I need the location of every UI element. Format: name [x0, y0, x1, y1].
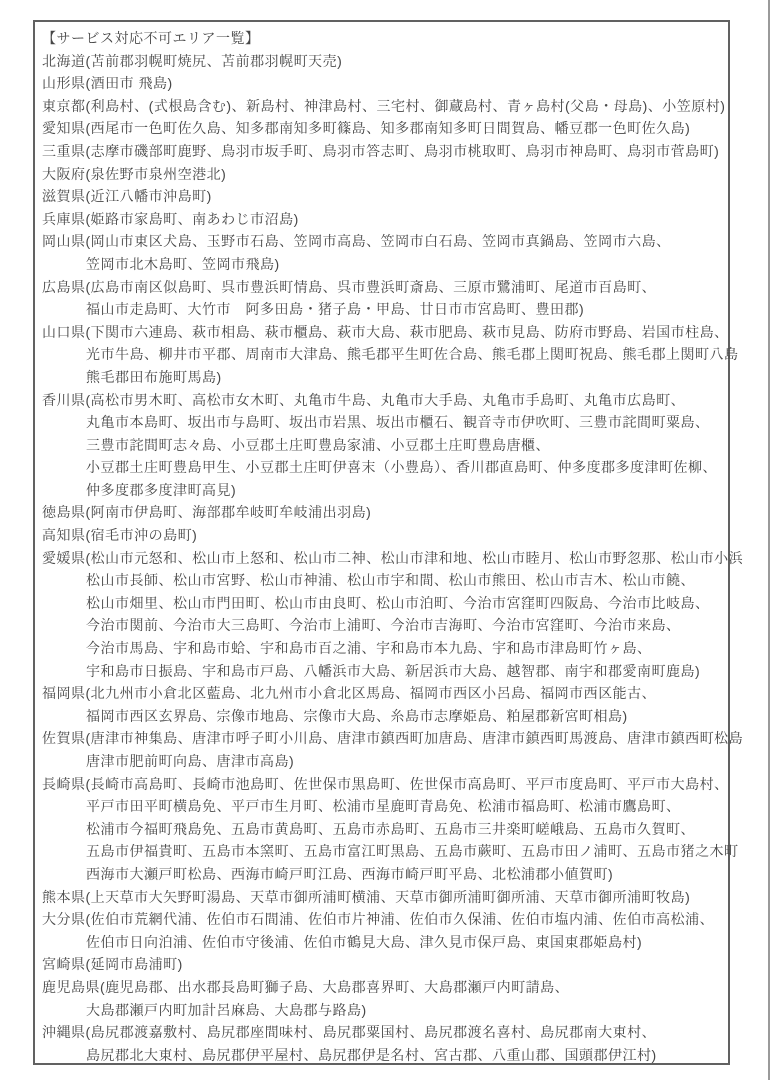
page-edge-divider — [768, 0, 770, 1080]
area-line: 佐賀県(唐津市神集島、唐津市呼子町小川島、唐津市鎮西町加唐島、唐津市鎮西町馬渡島、唐津市鎮西町松島 — [42, 730, 744, 747]
area-line: 香川県(高松市男木町、高松市女木町、丸亀市牛島、丸亀市大手島、丸亀市手島町、丸亀市広島町、 — [42, 391, 686, 408]
area-line-continuation: 松山市長師、松山市宮野、松山市神浦、松山市宇和間、松山市熊田、松山市吉木、松山市饒、 — [86, 572, 695, 589]
area-line-continuation: 西海市大瀬戸町松島、西海市崎戸町江島、西海市崎戸町平島、北松浦郡小値賀町) — [86, 865, 614, 882]
area-line: 鹿児島県(鹿児島郡、出水郡長島町獅子島、大島郡喜界町、大島郡瀬戸内町請島、 — [42, 978, 570, 995]
area-line-continuation: 仲多度郡多度津町高見) — [86, 481, 237, 498]
area-line-continuation: 松浦市今福町飛島免、五島市黄島町、五島市赤島町、五島市三井楽町嵯峨島、五島市久賀町、 — [86, 820, 695, 837]
area-line-continuation: 大島郡瀬戸内町加計呂麻島、大島郡与路島) — [86, 1001, 367, 1018]
area-line: 高知県(宿毛市沖の島町) — [42, 527, 198, 544]
area-line: 愛媛県(松山市元怒和、松山市上怒和、松山市二神、松山市津和地、松山市睦月、松山市野忽那、松山市小浜 — [42, 549, 744, 566]
area-line: 広島県(広島市南区似島町、呉市豊浜町情島、呉市豊浜町斎島、三原市鷺浦町、尾道市百島町、 — [42, 278, 657, 295]
area-line: 大阪府(泉佐野市泉州空港北) — [42, 165, 227, 182]
area-line-continuation: 松山市畑里、松山市門田町、松山市由良町、松山市泊町、今治市宮窪町四阪島、今治市比岐島、 — [86, 594, 710, 611]
area-line: 愛知県(西尾市一色町佐久島、知多郡南知多町篠島、知多郡南知多町日間賀島、幡豆郡一色町佐久島) — [42, 120, 691, 137]
area-line-continuation: 光市牛島、柳井市平郡、周南市大津島、熊毛郡平生町佐合島、熊毛郡上関町祝島、熊毛郡上関町八島 — [86, 346, 739, 363]
area-line-continuation: 福山市走島町、大竹市 阿多田島・猪子島・甲島、廿日市市宮島町、豊田郡) — [86, 301, 585, 318]
area-line-continuation: 熊毛郡田布施町馬島) — [86, 368, 222, 385]
area-line-continuation: 平戸市田平町横島免、平戸市生月町、松浦市星鹿町青島免、松浦市福島町、松浦市鷹島町、 — [86, 798, 681, 815]
area-line-continuation: 宇和島市日振島、宇和島市戸島、八幡浜市大島、新居浜市大島、越智郡、南宇和郡愛南町鹿島) — [86, 662, 701, 679]
area-line: 山口県(下関市六連島、萩市相島、萩市櫃島、萩市大島、萩市肥島、萩市見島、防府市野島、岩国市柱島、 — [42, 323, 729, 340]
area-line: 北海道(苫前郡羽幌町焼尻、苫前郡羽幌町天売) — [42, 52, 343, 69]
area-line: 兵庫県(姫路市家島町、南あわじ市沼島) — [42, 210, 299, 227]
list-title: 【サービス対応不可エリア一覧】 — [42, 30, 260, 46]
area-line-continuation: 今治市関前、今治市大三島町、今治市上浦町、今治市吉海町、今治市宮窪町、今治市来島、 — [86, 617, 681, 634]
area-line: 岡山県(岡山市東区犬島、玉野市石島、笠岡市高島、笠岡市白石島、笠岡市真鍋島、笠岡市六島、 — [42, 233, 671, 250]
area-line: 長崎県(長崎市高島町、長崎市池島町、佐世保市黒島町、佐世保市高島町、平戸市度島町、平戸市大島村、 — [42, 775, 729, 792]
area-line: 東京都(利島村、(式根島含む)、新島村、神津島村、三宅村、御蔵島村、青ヶ島村(父島・母島)、小笠原村) — [42, 97, 726, 114]
area-line: 宮崎県(延岡市島浦町) — [42, 956, 183, 973]
area-line-continuation: 佐伯市日向泊浦、佐伯市守後浦、佐伯市鶴見大島、津久見市保戸島、東国東郡姫島村) — [86, 933, 643, 950]
area-line-continuation: 島尻郡北大東村、島尻郡伊平屋村、島尻郡伊是名村、宮古郡、八重山郡、国頭郡伊江村) — [86, 1046, 657, 1063]
area-line: 福岡県(北九州市小倉北区藍島、北九州市小倉北区馬島、福岡市西区小呂島、福岡市西区能古、 — [42, 685, 657, 702]
area-line: 徳島県(阿南市伊島町、海部郡牟岐町牟岐浦出羽島) — [42, 504, 372, 521]
area-line-continuation: 三豊市詫間町志々島、小豆郡土庄町豊島家浦、小豆郡土庄町豊島唐櫃、 — [86, 436, 550, 453]
area-line: 滋賀県(近江八幡市沖島町) — [42, 188, 212, 205]
area-line-continuation: 唐津市肥前町向島、唐津市高島) — [86, 753, 295, 769]
area-list — [42, 50, 744, 1067]
area-line: 山形県(酒田市 飛島) — [42, 75, 173, 92]
area-line: 三重県(志摩市磯部町鹿野、鳥羽市坂手町、鳥羽市答志町、鳥羽市桃取町、鳥羽市神島町、鳥羽市菅島町) — [42, 142, 720, 159]
area-line: 大分県(佐伯市荒網代浦、佐伯市石間浦、佐伯市片神浦、佐伯市久保浦、佐伯市塩内浦、佐伯市高松浦、 — [42, 911, 715, 928]
area-line: 熊本県(上天草市大矢野町湯島、天草市御所浦町横浦、天草市御所浦町御所浦、天草市御所浦町牧島) — [42, 888, 691, 905]
area-line-continuation: 小豆郡土庄町豊島甲生、小豆郡土庄町伊喜末（小豊島）、香川郡直島町、仲多度郡多度津町佐柳、 — [86, 459, 717, 476]
area-line-continuation: 五島市伊福貴町、五島市本窯町、五島市富江町黒島、五島市蕨町、五島市田ノ浦町、五島市猪之木町 — [86, 843, 739, 860]
area-line-continuation: 丸亀市本島町、坂出市与島町、坂出市岩黒、坂出市櫃石、観音寺市伊吹町、三豊市詫間町粟島、 — [86, 414, 710, 431]
service-unavailable-area-box — [33, 20, 744, 1065]
area-line-continuation: 福岡市西区玄界島、宗像市地島、宗像市大島、糸島市志摩姫島、粕屋郡新宮町相島) — [86, 707, 628, 724]
area-line-continuation: 笠岡市北木島町、笠岡市飛島) — [86, 255, 280, 272]
area-line: 沖縄県(島尻郡渡嘉敷村、島尻郡座間味村、島尻郡粟国村、島尻郡渡名喜村、島尻郡南大東村、 — [42, 1024, 657, 1041]
area-line-continuation: 今治市馬島、宇和島市蛤、宇和島市百之浦、宇和島市本九島、宇和島市津島町竹ヶ島、 — [86, 640, 652, 657]
